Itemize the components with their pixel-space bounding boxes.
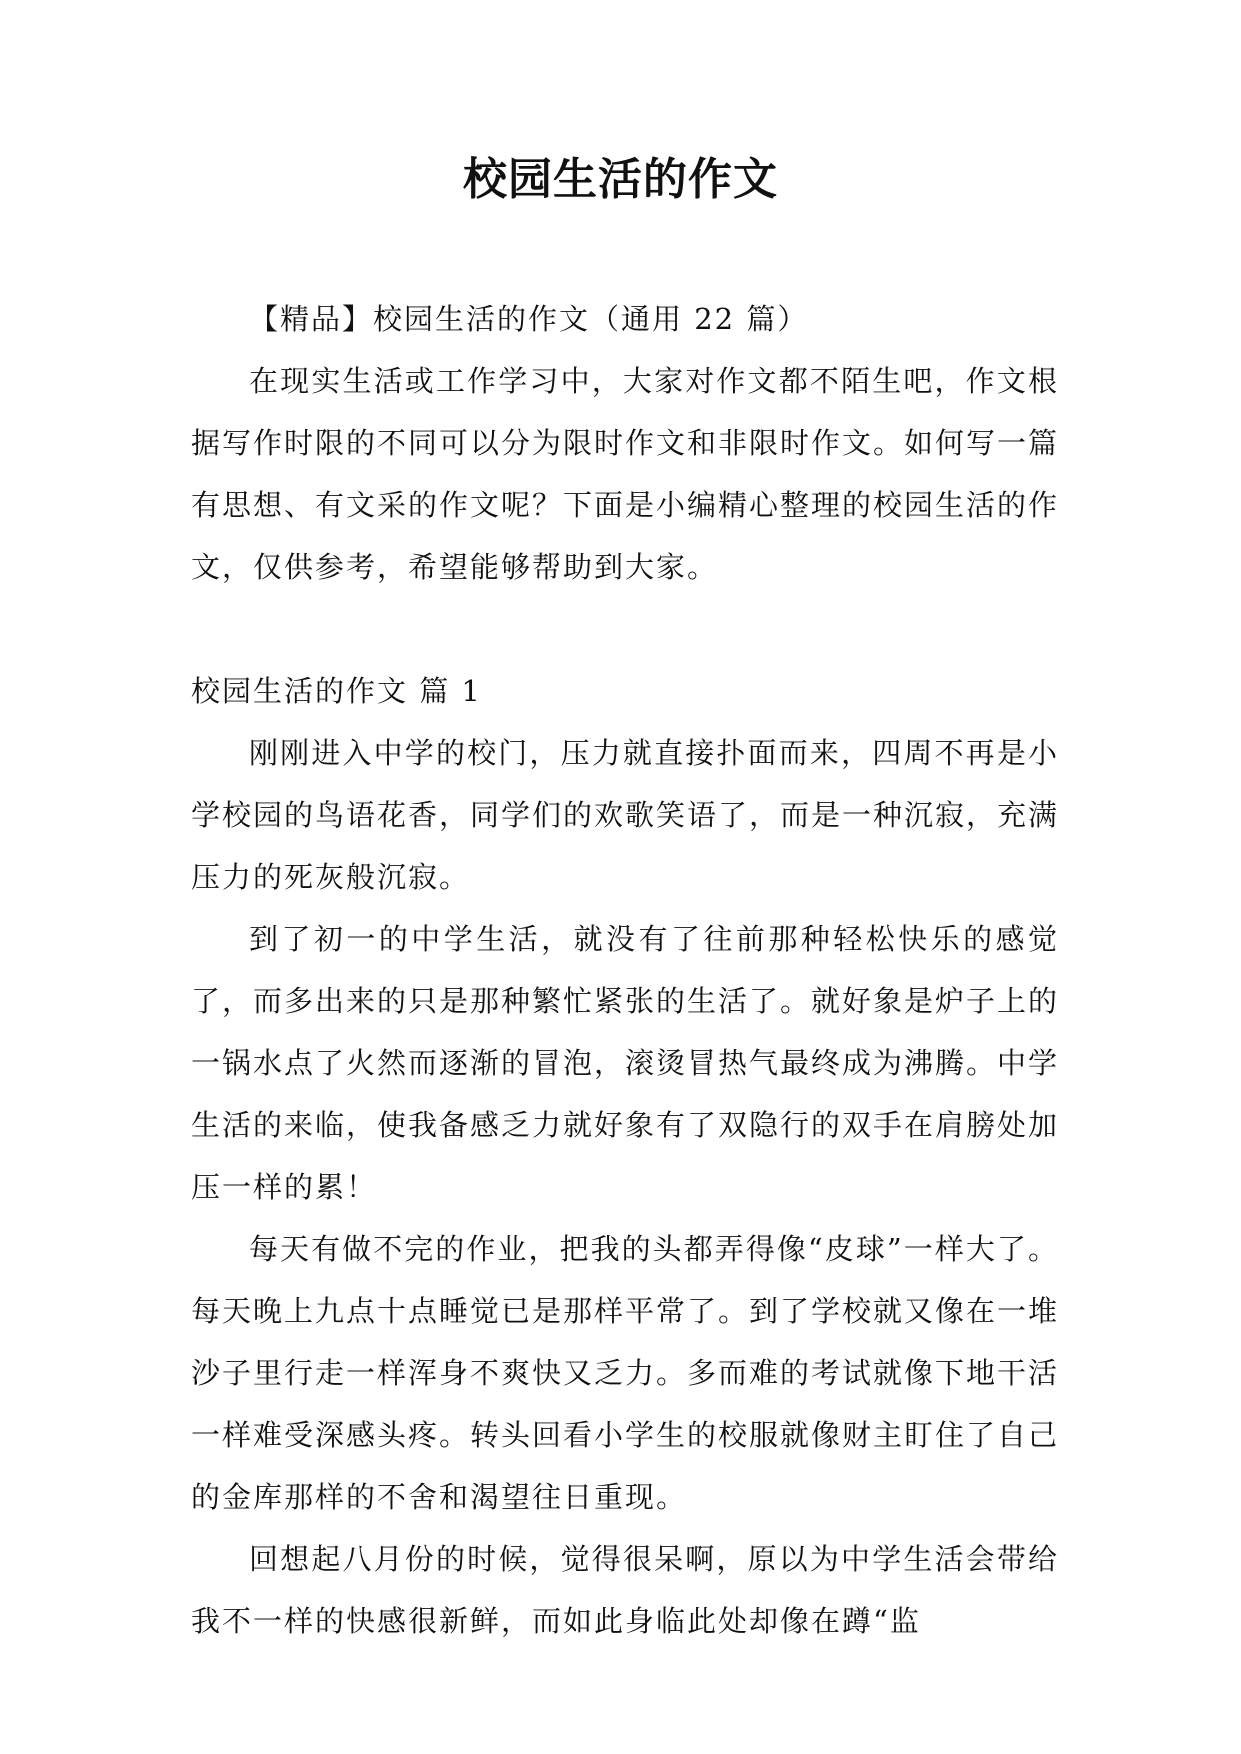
document-subtitle: 【精品】校园生活的作文（通用 22 篇） <box>249 302 809 336</box>
document-title: 校园生活的作文 <box>463 154 778 205</box>
document-body <box>191 288 1059 1652</box>
intro-paragraph: 在现实生活或工作学习中，大家对作文都不陌生吧，作文根据写作时限的不同可以分为限时作文和非限时作文。如何写一篇有思想、有文采的作文呢？下面是小编精心整理的校园生活的作文，仅供参考，希望能够帮助到大家。 <box>191 364 1060 584</box>
body-paragraph-1: 刚刚进入中学的校门，压力就直接扑面而来，四周不再是小学校园的鸟语花香，同学们的欢歌笑语了，而是一种沉寂，充满压力的死灰般沉寂。 <box>191 736 1060 894</box>
body-paragraph-2: 到了初一的中学生活，就没有了往前那种轻松快乐的感觉了，而多出来的只是那种繁忙紧张的生活了。就好象是炉子上的一锅水点了火然而逐渐的冒泡，滚烫冒热气最终成为沸腾。中学生活的来临，使我备感乏力就好象有了双隐行的双手在肩膀处加压一样的累！ <box>191 922 1060 1204</box>
body-paragraph-4: 回想起八月份的时候，觉得很呆啊，原以为中学生活会带给我不一样的快感很新鲜，而如此身临此处却像在蹲“监 <box>191 1542 1059 1638</box>
spacer <box>191 598 1059 660</box>
body-paragraph-3: 每天有做不完的作业，把我的头都弄得像“皮球”一样大了。每天晚上九点十点睡觉已是那样平常了。到了学校就又像在一堆沙子里行走一样浑身不爽快又乏力。多而难的考试就像下地干活一样难受深感头疼。转头回看小学生的校服就像财主盯住了自己的金库那样的不舍和渴望往日重现。 <box>191 1232 1060 1514</box>
section-heading: 校园生活的作文 篇 1 <box>191 674 482 708</box>
